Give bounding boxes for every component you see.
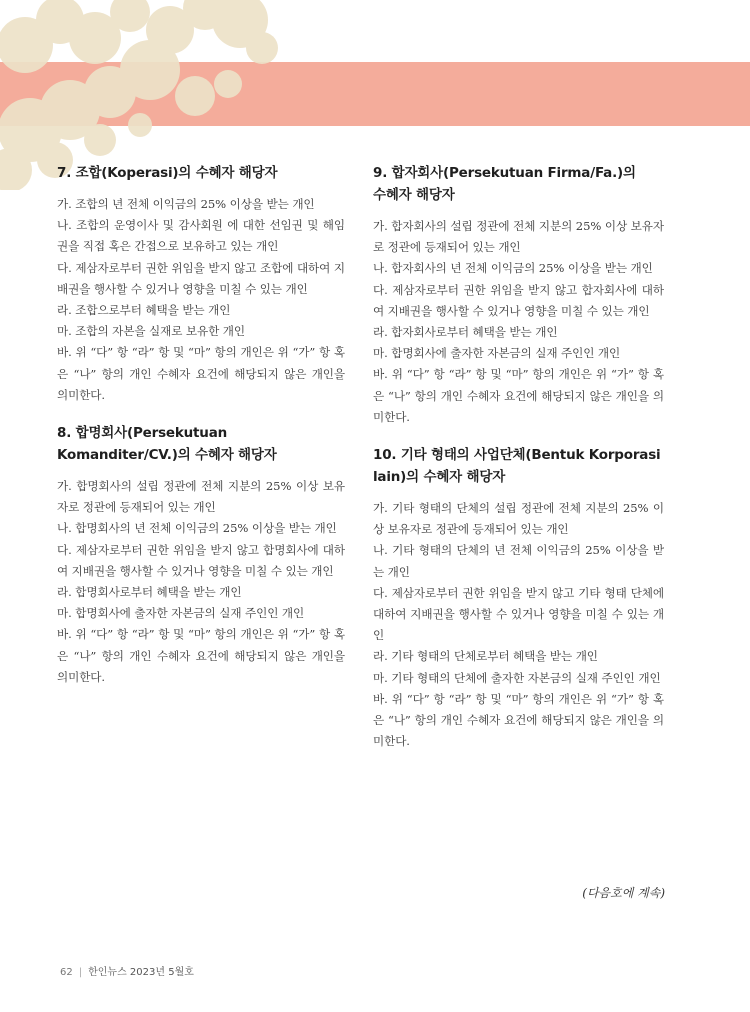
section-title: 10. 기타 형태의 사업단체(Bentuk Korporasi lain)의 수혜자 해당자 <box>373 447 661 486</box>
section-item: 가. 합명회사의 설립 정관에 전체 지분의 25% 이상 보유자로 정관에 등재되어 있는 개인 <box>57 479 345 515</box>
publication-name: 한인뉴스 2023년 5월호 <box>88 967 194 978</box>
section-item: 라. 기타 형태의 단체로부터 혜택을 받는 개인 <box>373 649 598 664</box>
section-item: 다. 제삼자로부터 권한 위임을 받지 않고 합자회사에 대하여 지배권을 행사할 수 있거나 영향을 미칠 수 있는 개인 <box>373 282 664 318</box>
section-item: 마. 합명회사에 출자한 자본금의 실재 주인인 개인 <box>373 346 621 361</box>
section-item: 바. 위 “다” 항 “라” 항 및 “마” 항의 개인은 위 “가” 항 혹은 “나” 항의 개인 수혜자 요건에 해당되지 않은 개인을 의미한다. <box>57 345 345 402</box>
section-item: 라. 합명회사로부터 혜택을 받는 개인 <box>57 585 242 600</box>
section-koperasi <box>57 162 345 406</box>
section-item: 가. 조합의 년 전체 이익금의 25% 이상을 받는 개인 <box>57 197 315 211</box>
section-title: 7. 조합(Koperasi)의 수혜자 해당자 <box>57 165 278 181</box>
section-item: 바. 위 “다” 항 “라” 항 및 “마” 항의 개인은 위 “가” 항 혹은 “나” 항의 개인 수혜자 요건에 해당되지 않은 개인을 의미한다. <box>373 691 664 749</box>
section-item: 나. 조합의 운영이사 및 감사회원 에 대한 선임권 및 해임권을 직접 혹은 간접으로 보유하고 있는 개인 <box>57 218 345 254</box>
section-item: 다. 제삼자로부터 권한 위임을 받지 않고 기타 형태 단체에 대하여 지배권을 행사할 수 있거나 영향을 미칠 수 있는 개인 <box>373 585 664 643</box>
section-title: 9. 합자회사(Persekutuan Firma/Fa.)의 수혜자 해당자 <box>373 165 636 203</box>
section-item: 라. 합자회사로부터 혜택을 받는 개인 <box>373 325 558 340</box>
section-item: 가. 기타 형태의 단체의 설립 정관에 전체 지분의 25% 이상 보유자로 정관에 등재되어 있는 개인 <box>373 501 664 537</box>
section-item: 바. 위 “다” 항 “라” 항 및 “마” 항의 개인은 위 “가” 항 혹은 “나” 항의 개인 수혜자 요건에 해당되지 않은 개인을 의미한다. <box>57 627 345 684</box>
page-number: 62 <box>60 967 73 978</box>
section-item: 가. 합자회사의 설립 정관에 전체 지분의 25% 이상 보유자로 정관에 등재되어 있는 개인 <box>373 219 664 255</box>
section-item: 마. 기타 형태의 단체에 출자한 자본금의 실재 주인인 개인 <box>373 670 661 685</box>
left-column <box>57 162 345 704</box>
section-item: 마. 조합의 자본을 실재로 보유한 개인 <box>57 324 246 339</box>
section-item: 바. 위 “다” 항 “라” 항 및 “마” 항의 개인은 위 “가” 항 혹은 “나” 항의 개인 수혜자 요건에 해당되지 않은 개인을 의미한다. <box>373 367 664 424</box>
section-item: 나. 기타 형태의 단체의 년 전체 이익금의 25% 이상을 받는 개인 <box>373 543 664 579</box>
continued-note: (다음호에 계속) <box>582 886 665 900</box>
section-cv <box>57 422 345 688</box>
section-item: 나. 합명회사의 년 전체 이익금의 25% 이상을 받는 개인 <box>57 521 337 536</box>
section-item: 라. 조합으로부터 혜택을 받는 개인 <box>57 303 231 318</box>
section-korporasi-lain <box>373 444 664 752</box>
section-item: 나. 합자회사의 년 전체 이익금의 25% 이상을 받는 개인 <box>373 261 653 276</box>
section-item: 마. 합명회사에 출자한 자본금의 실재 주인인 개인 <box>57 606 305 621</box>
footer-divider: | <box>78 967 83 978</box>
page-footer <box>60 963 194 978</box>
section-item: 다. 제삼자로부터 권한 위임을 받지 않고 합명회사에 대하여 지배권을 행사할 수 있거나 영향을 미칠 수 있는 개인 <box>57 542 345 578</box>
section-title: 8. 합명회사(Persekutuan Komanditer/CV.)의 수혜자 해당자 <box>57 425 277 464</box>
section-item: 다. 제삼자로부터 권한 위임을 받지 않고 조합에 대하여 지배권을 행사할 수 있거나 영향을 미칠 수 있는 개인 <box>57 260 345 296</box>
right-column <box>373 162 664 768</box>
section-firma <box>373 162 664 428</box>
